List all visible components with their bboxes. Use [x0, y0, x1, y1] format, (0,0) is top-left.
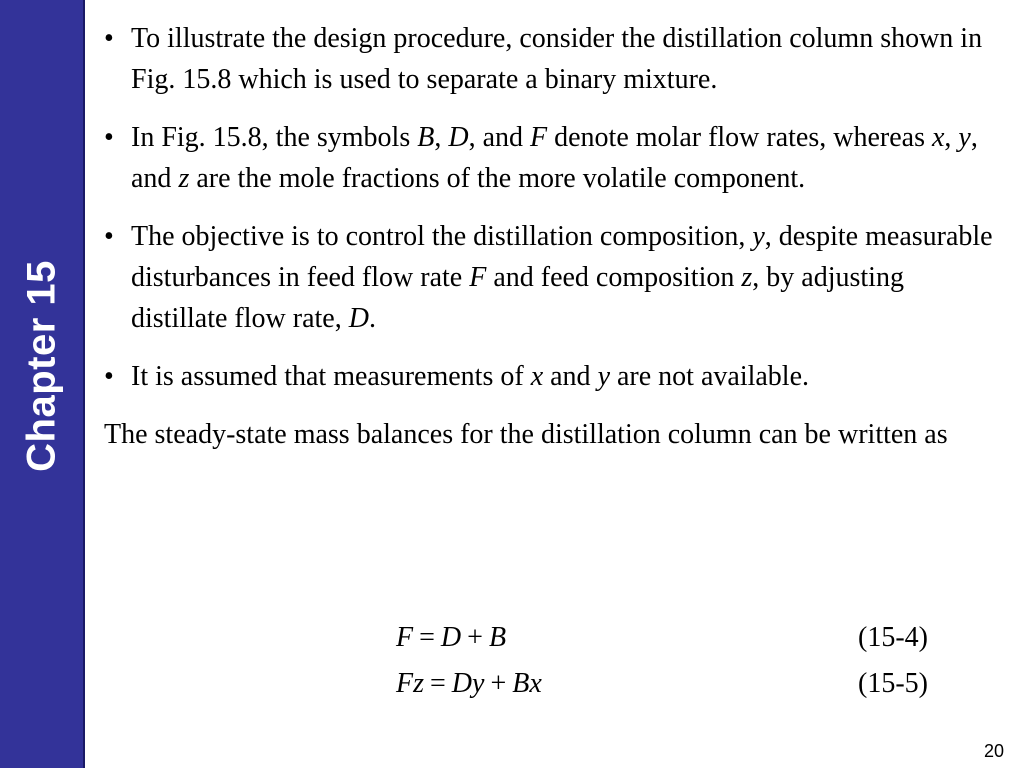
variable-symbol: y — [752, 221, 765, 252]
variable-symbol: D — [348, 303, 369, 334]
bullet-text: and — [543, 361, 598, 392]
bullet-text: The objective is to control the distillation composition, — [131, 221, 753, 252]
bullet-text: . — [368, 303, 376, 334]
bullet-text: To illustrate the design procedure, consider the distillation column shown in Fig. 15.8 which is used to separate a binary mixture. — [131, 23, 983, 95]
equations — [396, 622, 956, 714]
bullet-item — [104, 117, 994, 199]
bullet-marker: • — [104, 361, 114, 392]
bullet-text: are the mole fractions of the more volatile component. — [189, 163, 806, 194]
chapter-sidebar — [0, 0, 85, 768]
equation-row — [396, 622, 956, 668]
equation-expression: F = D + B — [396, 622, 507, 653]
intro-paragraph: The steady-state mass balances for the distillation column can be written as — [104, 419, 948, 450]
variable-symbol: F — [530, 122, 548, 153]
bullet-text: , and — [468, 122, 531, 153]
variable-symbol: D — [448, 122, 469, 153]
bullet-text: It is assumed that measurements of — [131, 361, 531, 392]
bullet-text: , by adjusting distillate flow rate, — [131, 262, 904, 334]
bullet-text: denote molar flow rates, whereas — [547, 122, 932, 153]
bullet-list — [104, 18, 994, 397]
bullet-text: In Fig. 15.8, the symbols — [131, 122, 418, 153]
bullet-item — [104, 18, 994, 100]
chapter-label: Chapter 15 — [19, 260, 64, 472]
variable-symbol: x — [931, 122, 945, 153]
bullet-text: , — [434, 122, 449, 153]
variable-symbol: x — [530, 361, 544, 392]
equation-number: (15-4) — [858, 622, 928, 653]
bullet-text: , despite measurable disturbances in feed flow rate — [131, 221, 993, 293]
bullet-marker: • — [104, 122, 114, 153]
variable-symbol: F — [469, 262, 487, 293]
bullet-text: and feed composition — [486, 262, 742, 293]
page-number: 20 — [983, 741, 1004, 761]
bullet-item — [104, 216, 994, 339]
variable-symbol: z — [178, 163, 190, 194]
bullet-marker: • — [104, 221, 114, 252]
bullet-marker: • — [104, 23, 114, 54]
variable-symbol: y — [597, 361, 610, 392]
slide-content — [104, 18, 994, 455]
equation-expression: Fz = Dy + Bx — [396, 668, 542, 699]
bullet-text: , — [944, 122, 959, 153]
bullet-text: are not available. — [610, 361, 810, 392]
equation-number: (15-5) — [858, 668, 928, 699]
bullet-text: , and — [131, 122, 978, 194]
bullet-item — [104, 356, 994, 397]
equation-row — [396, 668, 956, 714]
variable-symbol: B — [417, 122, 435, 153]
variable-symbol: z — [741, 262, 753, 293]
variable-symbol: y — [958, 122, 971, 153]
